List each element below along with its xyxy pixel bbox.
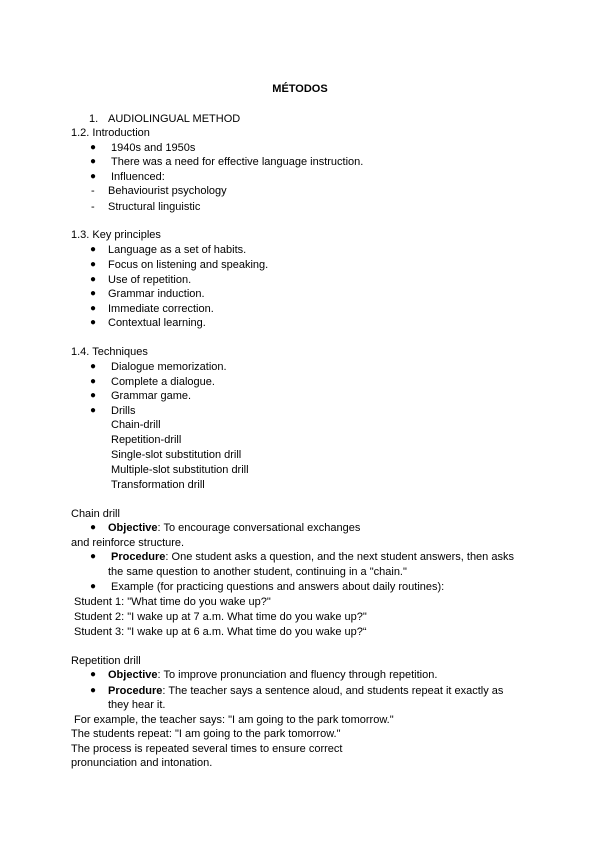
list-item: Immediate correction. bbox=[108, 303, 214, 315]
chain-objective-cont: and reinforce structure. bbox=[71, 537, 185, 549]
bullet-icon: ● bbox=[90, 303, 97, 314]
bullet-icon: ● bbox=[90, 361, 97, 372]
bullet-icon: ● bbox=[90, 317, 97, 328]
bullet-icon: ● bbox=[90, 142, 97, 153]
list-item: Use of repetition. bbox=[108, 274, 192, 286]
list-item: Structural linguistic bbox=[108, 201, 201, 213]
list-item: Influenced: bbox=[111, 171, 165, 183]
bullet-icon: ● bbox=[90, 551, 97, 562]
dash-icon: - bbox=[91, 185, 95, 197]
repetition-heading: Repetition drill bbox=[71, 655, 141, 667]
chain-objective bbox=[108, 521, 360, 535]
list-item: Contextual learning. bbox=[108, 317, 206, 329]
list-item: Drills bbox=[111, 405, 136, 417]
section-number: 1. bbox=[89, 113, 99, 125]
drill-item: Transformation drill bbox=[111, 479, 205, 491]
procedure-label: Procedure bbox=[111, 551, 166, 563]
procedure-label: Procedure bbox=[108, 685, 163, 697]
objective-text: : To encourage conversational exchanges bbox=[157, 522, 361, 534]
repetition-procedure-cont: they hear it. bbox=[108, 699, 166, 711]
chain-heading: Chain drill bbox=[71, 508, 120, 520]
repetition-line: For example, the teacher says: "I am going to the park tomorrow." bbox=[74, 714, 394, 726]
bullet-icon: ● bbox=[90, 669, 97, 680]
principles-heading: 1.3. Key principles bbox=[71, 229, 161, 241]
intro-heading: 1.2. Introduction bbox=[71, 127, 150, 139]
bullet-icon: ● bbox=[90, 244, 97, 255]
repetition-line: The process is repeated several times to ensure correct bbox=[71, 743, 343, 755]
bullet-icon: ● bbox=[90, 685, 97, 696]
list-item: There was a need for effective language instruction. bbox=[111, 156, 364, 168]
chain-procedure bbox=[111, 550, 514, 564]
drill-item: Chain-drill bbox=[111, 419, 161, 431]
bullet-icon: ● bbox=[90, 390, 97, 401]
drill-item: Repetition-drill bbox=[111, 434, 182, 446]
student-line: Student 1: "What time do you wake up?" bbox=[74, 596, 271, 608]
objective-text: : To improve pronunciation and fluency through repetition. bbox=[157, 669, 438, 681]
bullet-icon: ● bbox=[90, 522, 97, 533]
list-item: 1940s and 1950s bbox=[111, 142, 196, 154]
repetition-line: The students repeat: "I am going to the park tomorrow." bbox=[71, 728, 341, 740]
bullet-icon: ● bbox=[90, 171, 97, 182]
procedure-text: : The teacher says a sentence aloud, and students repeat it exactly as bbox=[162, 685, 504, 697]
bullet-icon: ● bbox=[90, 581, 97, 592]
bullet-icon: ● bbox=[90, 288, 97, 299]
section-heading: AUDIOLINGUAL METHOD bbox=[108, 113, 241, 125]
techniques-heading: 1.4. Techniques bbox=[71, 346, 148, 358]
student-line: Student 3: "I wake up at 6 a.m. What time do you wake up?“ bbox=[74, 626, 367, 638]
objective-label: Objective bbox=[108, 669, 158, 681]
bullet-icon: ● bbox=[90, 376, 97, 387]
list-item: Language as a set of habits. bbox=[108, 244, 247, 256]
repetition-objective bbox=[108, 668, 437, 682]
list-item: Grammar induction. bbox=[108, 288, 205, 300]
bullet-icon: ● bbox=[90, 156, 97, 167]
drill-item: Multiple-slot substitution drill bbox=[111, 464, 249, 476]
chain-example: Example (for practicing questions and answers about daily routines): bbox=[111, 581, 445, 593]
objective-label: Objective bbox=[108, 522, 158, 534]
bullet-icon: ● bbox=[90, 259, 97, 270]
bullet-icon: ● bbox=[90, 405, 97, 416]
student-line: Student 2: "I wake up at 7 a.m. What time do you wake up?" bbox=[74, 611, 367, 623]
list-item: Focus on listening and speaking. bbox=[108, 259, 269, 271]
list-item: Behaviourist psychology bbox=[108, 185, 227, 197]
list-item: Complete a dialogue. bbox=[111, 376, 215, 388]
dash-icon: - bbox=[91, 201, 95, 213]
list-item: Dialogue memorization. bbox=[111, 361, 227, 373]
list-item: Grammar game. bbox=[111, 390, 192, 402]
bullet-icon: ● bbox=[90, 274, 97, 285]
page-title: MÉTODOS bbox=[272, 83, 328, 95]
procedure-text: : One student asks a question, and the next student answers, then asks bbox=[165, 551, 514, 563]
repetition-line: pronunciation and intonation. bbox=[71, 757, 213, 769]
drill-item: Single-slot substitution drill bbox=[111, 449, 242, 461]
repetition-procedure bbox=[108, 684, 503, 698]
chain-procedure-cont: the same question to another student, continuing in a "chain." bbox=[108, 566, 407, 578]
